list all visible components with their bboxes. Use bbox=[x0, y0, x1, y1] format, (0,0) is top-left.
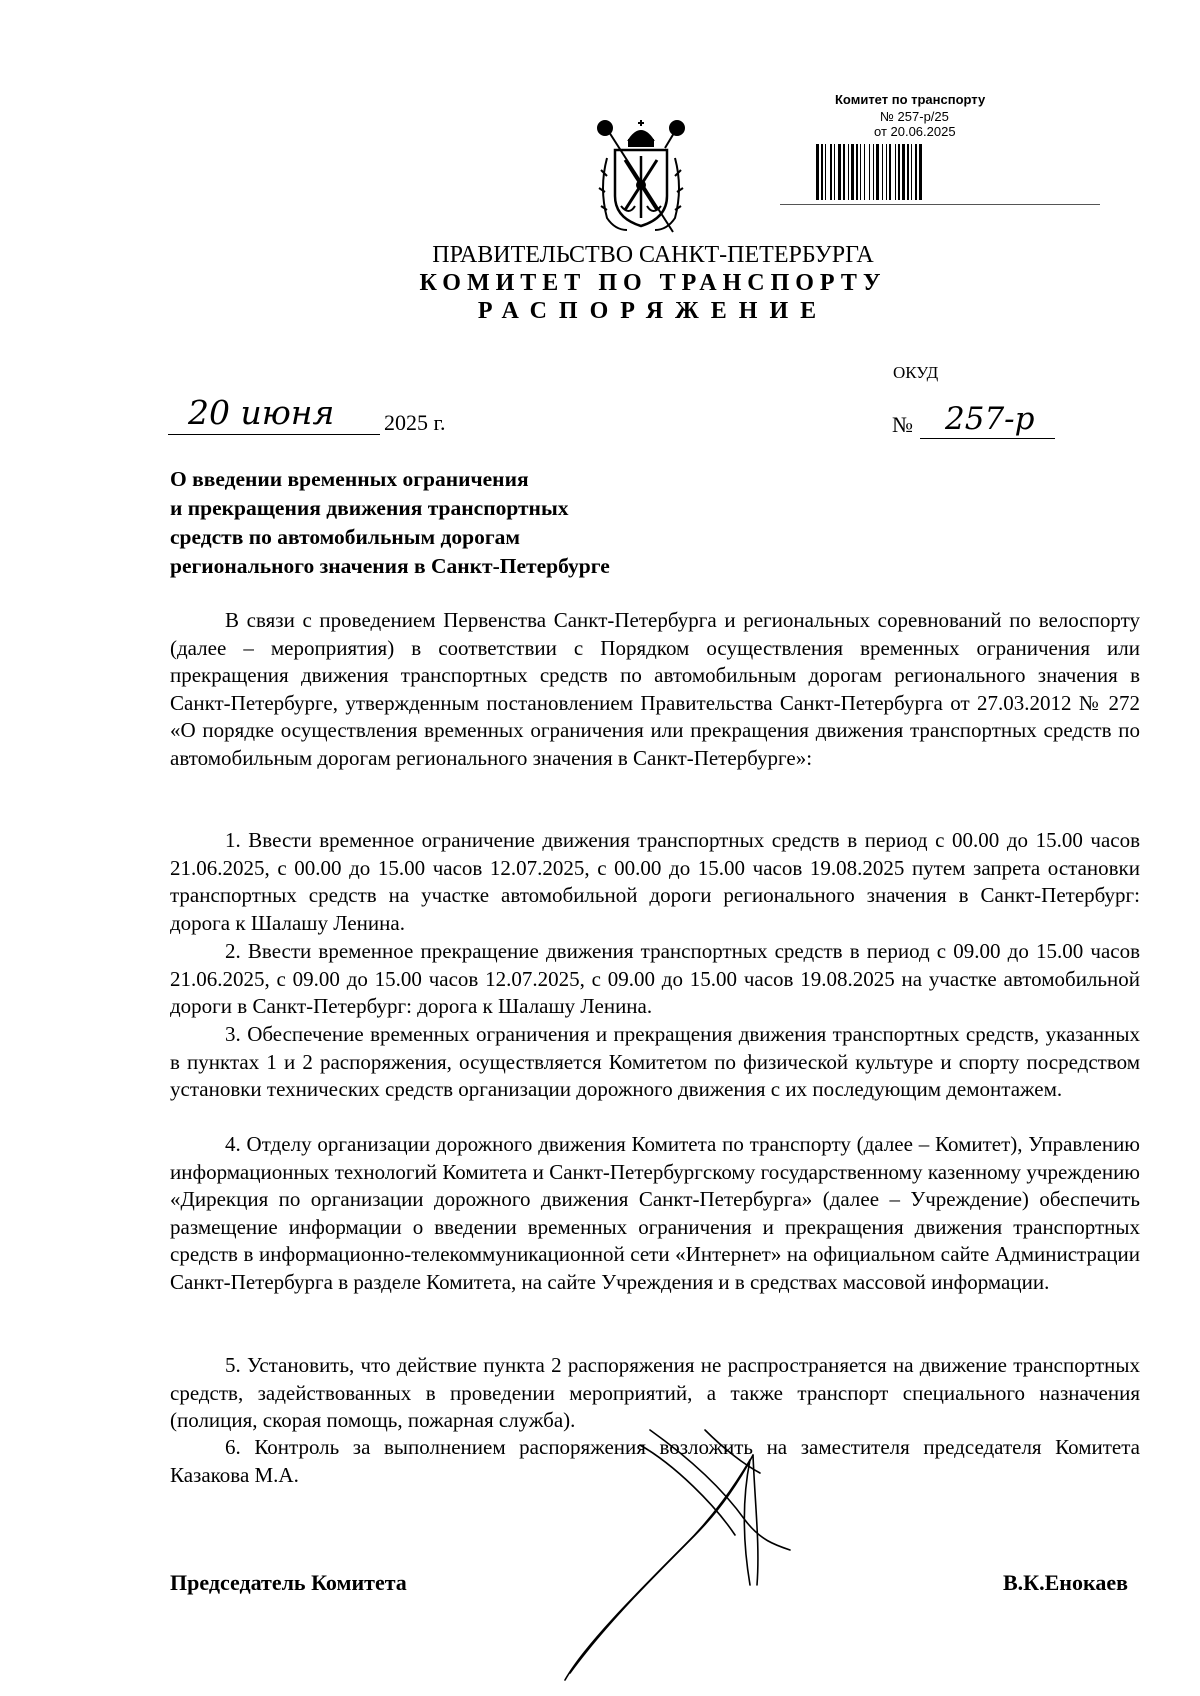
barcode-bar bbox=[895, 144, 896, 200]
document-subject bbox=[170, 465, 690, 581]
barcode-bar bbox=[834, 144, 835, 200]
government-title: ПРАВИТЕЛЬСТВО САНКТ-ПЕТЕРБУРГА bbox=[432, 242, 874, 268]
number-sign: № bbox=[892, 412, 913, 437]
okud-label: ОКУД bbox=[893, 363, 939, 382]
subject-line: О введении временных ограничения bbox=[170, 467, 529, 491]
subject-line: регионального значения в Санкт-Петербурге bbox=[170, 554, 610, 578]
barcode-bar bbox=[898, 144, 900, 200]
order-item-1: 1. Ввести временное ограничение движения транспортных средств в период с 00.00 до 15.00 часов 21.06.2025, с 00.00 до 15.00 часов 12.07.2025, с 00.00 до 15.00 часов 19.08.2025 путем запрета остановки транспортных средств на участке автомобильной дороги регионального значения в Санкт-Петербург: дорога к Шалашу Ленина. bbox=[170, 828, 1140, 935]
handwritten-signature-icon bbox=[545, 1425, 810, 1690]
stamp-rule bbox=[780, 204, 1100, 205]
barcode-bar bbox=[864, 144, 865, 200]
signatory-position: Председатель Комитета bbox=[170, 1570, 407, 1595]
preamble-paragraph: В связи с проведением Первенства Санкт-Петербурга и региональных соревнований по велоспорту (далее – мероприятия) в соответствии с Порядком осуществления временных ограничения или прекращения движения транспортных средств по автомобильным дорогам регионального значения в Санкт-Петербурге, утвержденным постановлением Правительства Санкт-Петербурга от 27.03.2012 № 272 «О порядке осуществления временных ограничения или прекращения движения транспортных средств по автомобильным дорогам регионального значения в Санкт-Петербурге»: bbox=[170, 608, 1140, 770]
barcode-bar bbox=[816, 144, 819, 200]
barcode-bar bbox=[838, 144, 841, 200]
barcode-bar bbox=[825, 144, 826, 200]
barcode-bar bbox=[873, 144, 874, 200]
coat-of-arms-icon bbox=[585, 118, 697, 238]
committee-title: КОМИТЕТ ПО ТРАНСПОРТУ bbox=[419, 270, 887, 296]
stamp-org: Комитет по транспорту bbox=[835, 92, 986, 107]
barcode-bar bbox=[830, 144, 832, 200]
order-item-5: 5. Установить, что действие пункта 2 распоряжения не распространяется на движение транспортных средств, задействованных в проведении мероприятий, а также транспорт специального назначения (полиция, скорая помощь, пожарная служба). bbox=[170, 1353, 1140, 1433]
barcode-bar bbox=[848, 144, 849, 200]
subject-line: и прекращения движения транспортных bbox=[170, 496, 569, 520]
signatory-name: В.К.Енокаев bbox=[1003, 1570, 1128, 1595]
document-type: РАСПОРЯЖЕНИЕ bbox=[477, 298, 829, 324]
handwritten-number: 257-р bbox=[945, 401, 1035, 437]
barcode-bar bbox=[821, 144, 823, 200]
barcode-bar bbox=[886, 144, 887, 200]
barcode-bar bbox=[919, 144, 922, 200]
number-underline bbox=[920, 438, 1055, 439]
barcode-bar bbox=[876, 144, 879, 200]
barcode-icon bbox=[816, 144, 1028, 200]
barcode-bar bbox=[851, 144, 854, 200]
barcode-bar bbox=[869, 144, 870, 200]
barcode-bar bbox=[915, 144, 917, 200]
barcode-bar bbox=[907, 144, 909, 200]
stamp-date: от 20.06.2025 bbox=[874, 124, 956, 139]
barcode-bar bbox=[843, 144, 845, 200]
registration-stamp bbox=[780, 92, 1110, 212]
date-underline bbox=[168, 434, 380, 435]
order-item-3: 3. Обеспечение временных ограничения и прекращения движения транспортных средств, указанных в пунктах 1 и 2 распоряжения, осуществляется Комитетом по физической культуре и спорту посредством установки технических средств организации дорожного движения с их последующим демонтажем. bbox=[170, 1022, 1140, 1102]
order-item-6: 6. Контроль за выполнением распоряжения возложить на заместителя председателя Комитета Казакова М.А. bbox=[170, 1435, 1140, 1487]
barcode-bar bbox=[911, 144, 912, 200]
order-item-4: 4. Отделу организации дорожного движения Комитета по транспорту (далее – Комитет), Управлению информационных технологий Комитета и Санкт-Петербургскому государственному казенному учреждению «Дирекция по организации дорожного движения Санкт-Петербурга» (далее – Учреждение) обеспечить размещение информации о введении временных ограничения и прекращения движения транспортных средств в информационно-телекоммуникационной сети «Интернет» на официальном сайте Администрации Санкт-Петербурга в разделе Комитета, на сайте Учреждения и в средствах массовой информации. bbox=[170, 1132, 1140, 1294]
order-item-2: 2. Ввести временное прекращение движения транспортных средств в период с 09.00 до 15.00 часов 21.06.2025, с 09.00 до 15.00 часов 12.07.2025, с 09.00 до 15.00 часов 19.08.2025 на участке автомобильной дороги в Санкт-Петербург: дорога к Шалашу Ленина. bbox=[170, 939, 1140, 1019]
date-year: 2025 г. bbox=[384, 410, 446, 435]
stamp-number: № 257-р/25 bbox=[880, 109, 949, 124]
barcode-bar bbox=[882, 144, 883, 200]
barcode-bar bbox=[860, 144, 861, 200]
subject-line: средств по автомобильным дорогам bbox=[170, 525, 521, 549]
barcode-bar bbox=[902, 144, 905, 200]
handwritten-date: 20 июня bbox=[188, 393, 335, 432]
barcode-bar bbox=[856, 144, 858, 200]
barcode-bar bbox=[889, 144, 891, 200]
